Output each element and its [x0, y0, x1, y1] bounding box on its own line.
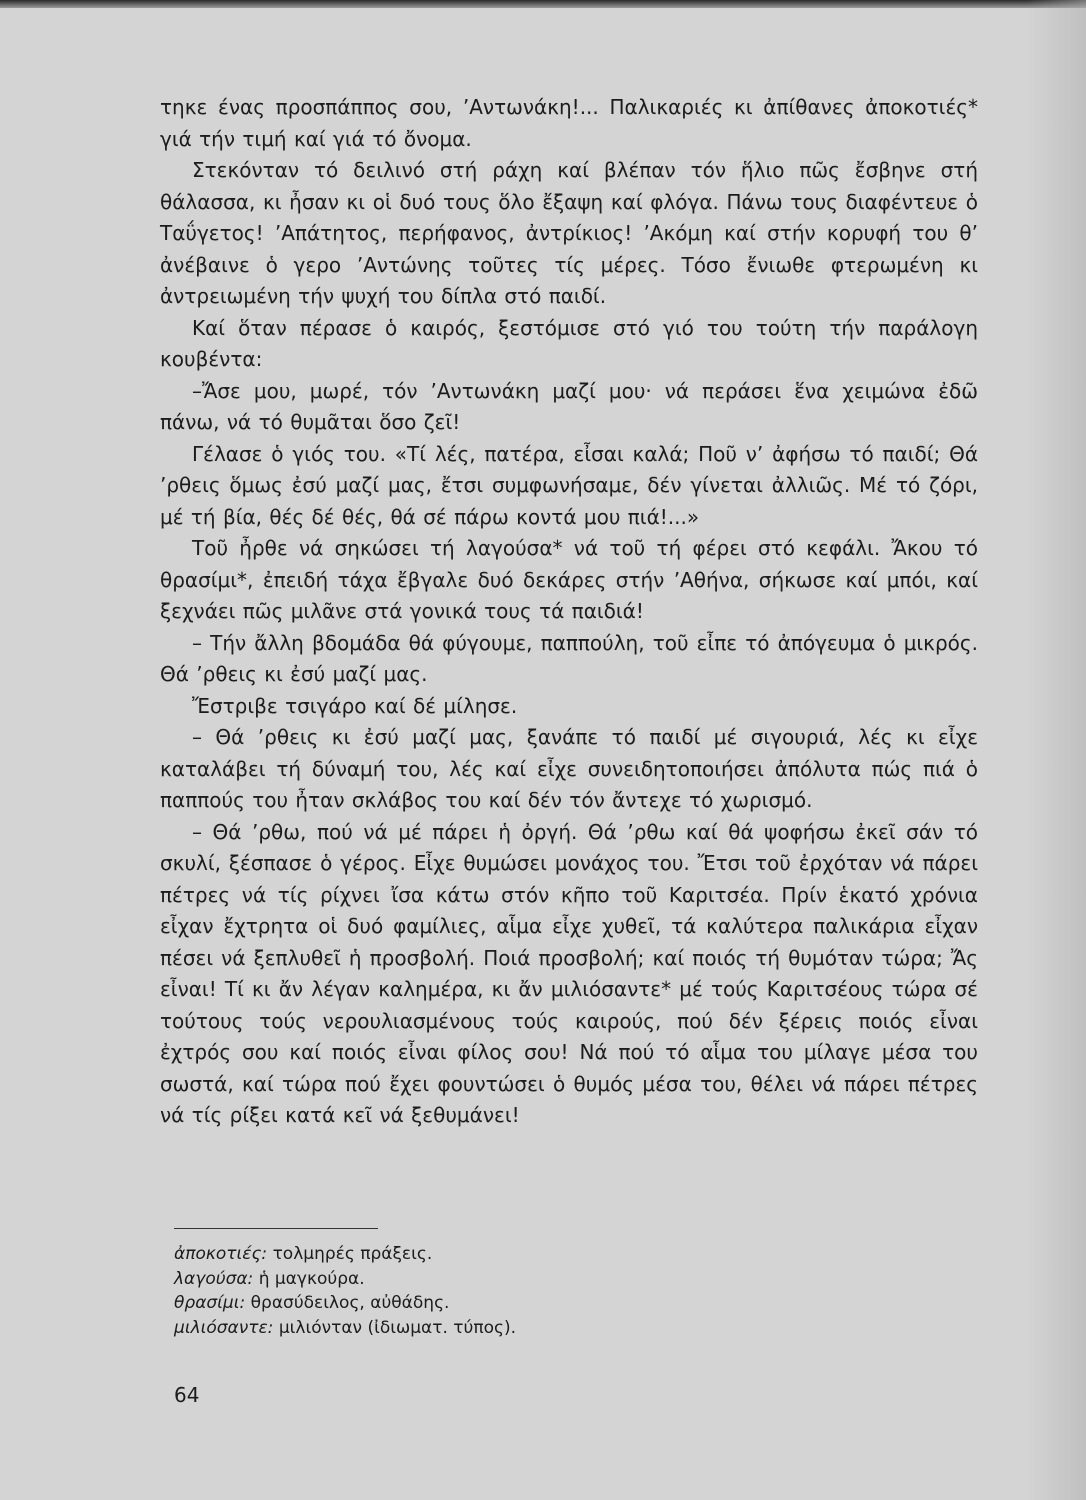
- paragraph: Τοῦ ἦρθε νά σηκώσει τή λαγούσα* νά τοῦ τή φέρει στό κεφάλι. Ἄκου τό θρασίμι*, ἐπειδή τάχα ἔβγαλε δυό δεκάρες στήν ’Αθήνα, σήκωσε καί μπόι, καί ξεχνάει πῶς μιλᾶνε στά γονικά τους τά παιδιά!: [160, 536, 978, 623]
- main-text: [160, 92, 978, 1132]
- paragraph: τηκε ένας προσπάππος σου, ’Αντωνάκη!... Παλικαριές κι ἀπίθανες ἀποκοτιές* γιά τήν τιμή καί γιά τό ὄνομα.: [160, 95, 978, 151]
- footnote-definition: μιλιόνταν (ἰδιωματ. τύπος).: [278, 1317, 517, 1338]
- scan-right-shadow: [1026, 0, 1086, 1500]
- footnote-divider: [174, 1228, 378, 1229]
- footnote-term: θρασίμι:: [174, 1293, 246, 1313]
- footnote-term: ἀποκοτιές:: [174, 1244, 268, 1264]
- footnote: [174, 1291, 874, 1316]
- footnotes: [174, 1242, 874, 1340]
- paragraph: Στεκόνταν τό δειλινό στή ράχη καί βλέπαν τόν ἥλιο πῶς ἔσβηνε στή θάλασσα, κι ἦσαν κι οἱ δυό τους ὅλο ἔξαψη καί φλόγα. Πάνω τους διαφέντευε ὁ Ταΰγετος! ’Απάτητος, περήφανος, ἀντρίκιος! ’Ακόμη καί στήν κορυφή του θ’ ἀνέβαινε ὁ γερο ’Αντώνης τοῦτες τίς μέρες. Τόσο ἔνιωθε φτερωμένη κι ἀντρειωμένη τήν ψυχή του δίπλα στό παιδί.: [160, 158, 978, 308]
- paragraph: Καί ὅταν πέρασε ὁ καιρός, ξεστόμισε στό γιό του τούτη τήν παράλογη κουβέντα:: [160, 315, 978, 371]
- scan-top-edge: [0, 0, 1086, 8]
- footnote-definition: τολμηρές πράξεις.: [272, 1244, 433, 1264]
- paragraph: – Τήν ἄλλη βδομάδα θά φύγουμε, παππούλη, τοῦ εἶπε τό ἀπόγευμα ὁ μικρός. Θά ’ρθεις κι ἐσύ μαζί μας.: [160, 630, 978, 686]
- paragraph: Ἔστριβε τσιγάρο καί δέ μίλησε.: [192, 693, 518, 718]
- paragraph: – Θά ’ρθεις κι ἐσύ μαζί μας, ξανάπε τό παιδί μέ σιγουριά, λές κι εἶχε καταλάβει τή δύναμή του, λές καί εἶχε συνειδητοποιήσει ἀπόλυτα πώς πιά ὁ παππούς του ἦταν σκλάβος του καί δέν τόν ἄντεχε τό χωρισμό.: [160, 725, 978, 812]
- page-body: [160, 92, 978, 1132]
- footnote: [174, 1316, 874, 1341]
- paragraph: –Ἄσε μου, μωρέ, τόν ’Αντωνάκη μαζί μου· νά περάσει ἕνα χειμώνα ἐδῶ πάνω, νά τό θυμᾶται ὅσο ζεῖ!: [160, 378, 978, 434]
- page-number: 64: [174, 1383, 200, 1407]
- footnote: [174, 1267, 874, 1292]
- footnote-term: μιλιόσαντε:: [174, 1317, 274, 1338]
- footnote-term: λαγούσα:: [174, 1268, 254, 1289]
- footnote-definition: θρασύδειλος, αὐθάδης.: [250, 1293, 450, 1313]
- footnote: [174, 1242, 874, 1267]
- paragraph: Γέλασε ὁ γιός του. «Τί λές, πατέρα, εἶσαι καλά; Ποῦ ν’ ἀφήσω τό παιδί; Θά ’ρθεις ὅμως ἐσύ μαζί μας, ἔτσι συμφωνήσαμε, δέν γίνεται ἀλλιῶς. Μέ τό ζόρι, μέ τή βία, θές δέ θές, θά σέ πάρω κοντά μου πιά!...»: [160, 441, 978, 529]
- footnote-definition: ἡ μαγκούρα.: [258, 1268, 365, 1289]
- paragraph: – Θά ’ρθω, πού νά μέ πάρει ἡ ὀργή. Θά ’ρθω καί θά ψοφήσω ἐκεῖ σάν τό σκυλί, ξέσπασε ὁ γέρος. Εἶχε θυμώσει μονάχος του. Ἔτσι τοῦ ἐρχόταν νά πάρει πέτρες νά τίς ρίχνει ἴσα κάτω στόν κῆπο τοῦ Καριτσέα. Πρίν ἑκατό χρόνια εἶχαν ἔχτρητα οἱ δυό φαμίλιες, αἷμα εἶχε χυθεῖ, τά καλύτερα παλικάρια εἶχαν πέσει νά ξεπλυθεῖ ἡ προσβολή. Ποιά προσβολή; καί ποιός τή θυμόταν τώρα; Ἄς εἶναι! Τί κι ἄν λέγαν καλημέρα, κι ἄν μιλιόσαντε* μέ τούς Καριτσέους τώρα σέ τούτους τούς νερουλιασμένους τούς καιρούς, πού δέν ξέρεις ποιός εἶναι ἐχτρός σου καί ποιός εἶναι φίλος σου! Νά πού τό αἷμα του μίλαγε μέσα του σωστά, καί τώρα πού ἔχει φουντώσει ὁ θυμός μέσα του, θέλει νά πάρει πέτρες νά τίς ρίξει κατά κεῖ νά ξεθυμάνει!: [160, 819, 978, 1127]
